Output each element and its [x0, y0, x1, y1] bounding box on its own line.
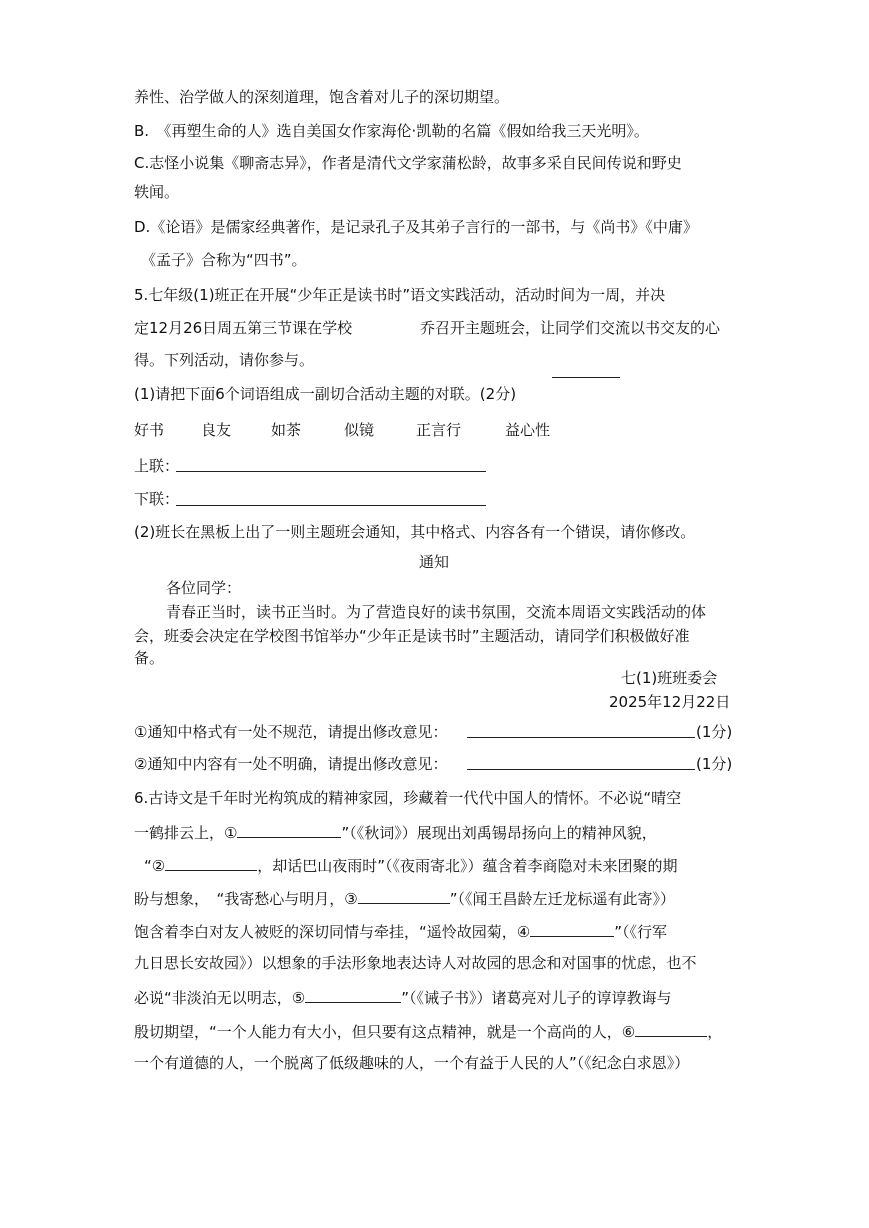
question-5-line2a: 定12月26日周五第三节课在学校 [134, 319, 353, 337]
xialian-label: 下联： [134, 490, 180, 508]
q6-text: “② [144, 857, 166, 875]
word-6: 益心性 [505, 421, 551, 439]
blank-2[interactable] [165, 854, 257, 871]
notice-signature: 七(1)班班委会 [621, 669, 718, 687]
question-content-label: ②通知中内容有一处不明确，请提出修改意见： [134, 755, 448, 773]
notice-body-1: 青春正当时，读书正当时。为了营造良好的读书氛围，交流本周语文实践活动的体 [166, 603, 707, 621]
xialian-answer-line[interactable] [176, 505, 486, 506]
notice-greeting: 各位同学： [166, 579, 242, 597]
content-score: (1分) [696, 755, 733, 773]
question-6-line6: 九日思长安故园》）以想象的手法形象地表达诗人对故园的思念和对国事的忧虑，也不 [134, 954, 697, 972]
question-6: 6.古诗文是千年时光构筑成的精神家园，珍藏着一代代中国人的情怀。不必说“晴空 [134, 789, 682, 807]
blank-3[interactable] [358, 887, 450, 904]
q6-text: 殷切期望，“一个人能力有大小，但只要有这点精神，就是一个高尚的人，⑥ [134, 1023, 636, 1041]
notice-title: 通知 [419, 553, 450, 571]
question-6-line2 [134, 821, 657, 843]
text-line: 养性、治学做人的深刻道理，饱含着对儿子的深切期望。 [134, 88, 510, 106]
shanglian-answer-line[interactable] [176, 471, 486, 472]
blank-1[interactable] [237, 821, 341, 838]
q6-text: ， [707, 1023, 723, 1041]
question-6-line9: 一个有道德的人，一个脱离了低级趣味的人，一个有益于人民的人”（《纪念白求恩》） [134, 1054, 690, 1072]
notice-body-2: 会，班委会决定在学校图书馆举办“少年正是读书时”主题活动，请同学们积极做好准 [134, 627, 690, 645]
q6-text: 一鹤排云上，① [134, 824, 238, 842]
word-5: 正言行 [416, 421, 462, 439]
content-answer-line[interactable] [467, 769, 695, 770]
option-d: D.《论语》是儒家经典著作，是记录孔子及其弟子言行的一部书，与《尚书》《中庸》 [134, 218, 698, 236]
blank-4[interactable] [530, 920, 614, 937]
stray-underline [552, 377, 620, 378]
format-score: (1分) [696, 723, 733, 741]
shanglian-label: 上联： [134, 457, 180, 475]
q6-text: ，却话巴山夜雨时”（《夜雨寄北》）蕴含着李商隐对未来团聚的期 [257, 857, 678, 875]
q6-text: 盼与想象， “我寄愁心与明月，③ [134, 890, 358, 908]
question-6-line7 [134, 986, 672, 1008]
q6-text: ”（《闻王昌龄左迁龙标遥有此寄》） [449, 890, 676, 908]
format-answer-line[interactable] [467, 737, 695, 738]
q6-text: ”（《行军 [614, 923, 668, 941]
option-d-cont: 《孟子》合称为“四书”。 [141, 251, 307, 269]
q6-text: ”（《诫子书》）诸葛亮对儿子的谆谆教诲与 [401, 989, 672, 1007]
question-5-line2b: 乔召开主题班会，让同学们交流以书交友的心 [420, 319, 721, 337]
question-format-label: ①通知中格式有一处不规范，请提出修改意见： [134, 723, 448, 741]
question-6-line8 [134, 1020, 722, 1042]
question-5: 5.七年级(1)班正在开展“少年正是读书时”语文实践活动，活动时间为一周，并决 [134, 286, 666, 304]
sub-question-1: (1)请把下面6个词语组成一副切合活动主题的对联。(2分) [134, 385, 517, 403]
word-3: 如茶 [271, 421, 302, 439]
q6-text: 饱含着李白对友人被贬的深切同情与牵挂，“遥怜故园菊，④ [134, 923, 531, 941]
question-6-line5 [134, 920, 667, 942]
sub-question-2: (2)班长在黑板上出了一则主题班会通知，其中格式、内容各有一个错误，请你修改。 [134, 523, 696, 541]
q6-text: 必说“非淡泊无以明志，⑤ [134, 989, 306, 1007]
notice-date: 2025年12月22日 [609, 693, 731, 711]
word-2: 良友 [201, 421, 232, 439]
blank-5[interactable] [305, 986, 401, 1003]
question-6-line4 [134, 887, 675, 909]
word-4: 似镜 [344, 421, 375, 439]
question-6-line3 [144, 854, 678, 876]
question-5-line3: 得。下列活动，请你参与。 [134, 351, 315, 369]
q6-text: ”（《秋词》）展现出刘禹锡昂扬向上的精神风貌， [341, 824, 657, 842]
word-1: 好书 [134, 421, 165, 439]
option-b: B. 《再塑生命的人》选自美国女作家海伦·凯勒的名篇《假如给我三天光明》。 [134, 122, 649, 140]
blank-6[interactable] [635, 1020, 707, 1037]
option-c-cont: 轶闻。 [134, 183, 180, 201]
notice-body-3: 备。 [134, 649, 165, 667]
option-c: C.志怪小说集《聊斋志异》，作者是清代文学家蒲松龄，故事多采自民间传说和野史 [134, 154, 682, 172]
